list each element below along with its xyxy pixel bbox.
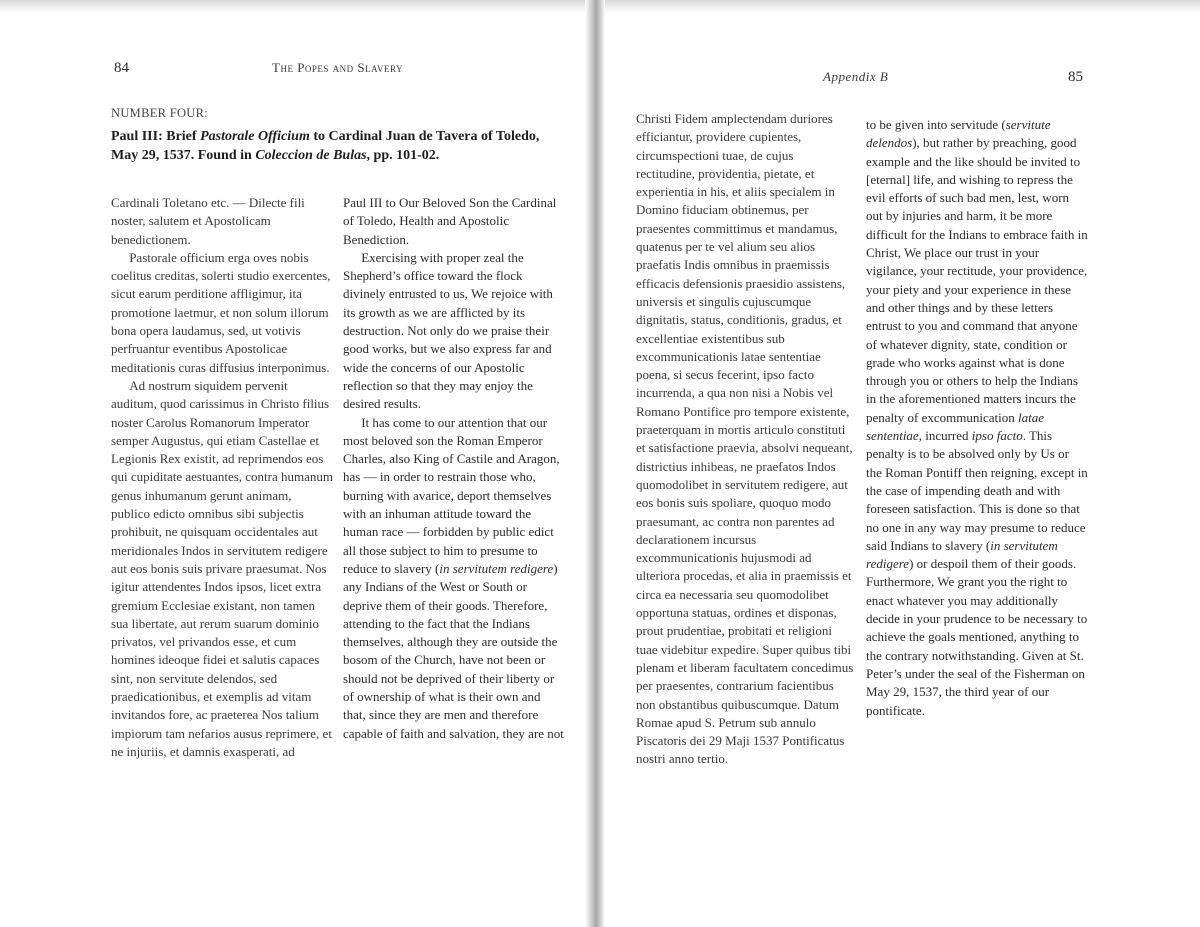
left-running-head: The Popes and Slavery [272,60,403,75]
latin-paragraph: Cardinali Toletano etc. — Dilecte fili noster, salutem et Apostolicam benedictionem. [111,195,305,247]
title-italic-pastorale: Pastorale Officium [200,129,310,144]
right-page-number: 85 [1068,69,1083,85]
latin-paragraph: Christi Fidem amplectendam duriores efficiantur, providere cupientes, circumspectioni tuae, de cujus rectitudine, providentia, pietate, et experientia in his, et aliis specialem in Domino fiduciam obtinemus, per praesentes committimus et mandamus, quatenus per te vel alium seu alios praefatis Indis omnibus in praemissis efficacis defensionis praesidio assistens, universis et singulis cujuscumque dignitatis, status, conditionis, gradus, et excellentiae existentibus sub excommunicationis latae sententiae poena, si secus fecerint, ipso facto incurrenda, a qua non nisi a Nobis vel Romano Pontifice pro tempore existente, praeterquam in mortis articulo constituti et satisfactione praevia, absolvi nequeant, districtius inhibeas, ne praefatos Indos quomodolibet in servitutem redigere, aut eos bonis suis spoliare, quoquo modo praesumant, ac contra non parentes ad declarationem incursus excommunicationis hujusmodi ad ulteriora procedas, et alia in praemissis et circa ea necessaria seu quomodolibet opportuna statuas, ordines et disponas, prout prudentiae, probitati et religioni tuae videbitur expedire. Super quibus tibi plenam et liberam facultatem concedimus per praesentes, contrarium facientibus non obstantibus quibuscumque. Datum Romae apud S. Petrum sub annulo Piscatoris dei 29 Maji 1537 Pontificatus nostri anno tertio. [636,111,854,767]
english-column-right [866,116,1088,720]
italic-phrase: ipso facto [971,428,1023,444]
english-paragraph: Exercising with proper zeal the Shepherd’s office toward the flock divinely entrusted to us, We rejoice with its growth as we are afflicted by its destruction. Not only do we praise their good works, but we also express far and wide the concerns of our Apostolic reflection so that they may enjoy the desired results. [343,249,553,412]
italic-phrase: servitute delendos [866,117,1051,151]
english-paragraph: to be given into servitude (servitute delendos), but rather by preaching, good example and the like should be invited to [eternal] life, and wishing to repress the evil efforts of such bad men, lest, worn out by injuries and harm, it be more difficult for the Indians to embrace faith in Christ, We place our trust in your vigilance, your rectitude, your providence, your piety and your experience in these and other things and by these letters entrust to you and command that anyone of whatever dignity, state, condition or grade who works against what is done through you or others to help the Indians in the aforementioned matters incurs the penalty of excommunication latae sententiae, incurred ipso facto. This penalty is to be absolved only by Us or the Roman Pontiff then reigning, except in the case of impending death and with foreseen satisfaction. This is done so that no one in any way may presume to reduce said Indians to slavery (in servitutem redigere) or despoil them of their goods. Furthermore, We grant you the right to enact whatever you may additionally decide in your prudence to be necessary to achieve the goals mentioned, anything to the contrary notwithstanding. Given at St. Peter’s under the seal of the Fisherman on May 29, 1537, the third year of our pontificate. [866,117,1088,718]
latin-column-right [636,110,854,769]
italic-phrase: in servitutem redigere [439,560,554,576]
title-text: Paul III: Brief [111,129,201,144]
english-column-left [343,194,565,743]
latin-paragraph: Pastorale officium erga oves nobis coelitus creditas, solerti studio exercentes, sicut earum perditione affligimur, ita promotione laetmur, et non solum illorum bona opera laudamus, sed, ut votivis perfruantur eventibus Apostolicae meditationis curas diffusius interponimus. [111,249,331,375]
book-gutter [585,0,605,927]
left-page [0,0,585,927]
title-text: to Cardinal Juan de Tavera of Toledo, May 29, 1537. Found in [111,129,540,163]
english-paragraph: Paul III to Our Beloved Son the Cardinal of Toledo, Health and Apostolic Benediction. [343,195,557,247]
title-italic-coleccion: Coleccion de Bulas [255,148,367,163]
section-label: NUMBER FOUR: [111,106,209,120]
english-paragraph: It has come to our attention that our most beloved son the Roman Emperor Charles, also King of Castile and Aragon, has — in order to restrain those who, burning with avarice, deport themselves with an inhuman attitude toward the human race — forbidden by public edict all those subject to him to presume to reduce to slavery (in servitutem redigere) any Indians of the West or South or deprive them of their goods. Therefore, attending to the fact that the Indians themselves, although they are outside the bosom of the Church, have not been or should not be deprived of their liberty or of ownership of what is their own and that, since they are men and therefore capable of faith and salvation, they are not [343,414,564,741]
italic-phrase: in servitutem redigere [866,537,1058,572]
right-page [605,0,1200,927]
latin-paragraph: Ad nostrum siquidem pervenit auditum, quod carissimus in Christo filius noster Carolus Romanorum Imperator semper Augustus, qui etiam Castellae et Legionis Rex existit, ad reprimendos eos qui cupiditate aestuantes, contra humanum genus inhumanum gerunt animam, publico edicto omnibus sibi subjectis prohibuit, ne quisquam occidentales aut meridionales Indos in servitutem redigere aut eos bonis suis privare praesumat. Nos igitur attendentes Indos ipsos, licet extra gremium Ecclesiae existant, non tamen sua libertate, aut rerum suarum dominio privatos, vel privandos esse, et cum homines ideoque fidei et salutis capaces sint, non servitute delendos, sed praedicationibus, et exemplis ad vitam invitandos fore, ac praeterea Nos talium impiorum tam nefarios ausus reprimere, et ne injuriis, et damnis exasperati, ad [111,377,334,759]
latin-column-left [111,194,333,761]
left-page-number: 84 [114,60,129,76]
right-running-head: Appendix B [823,69,889,84]
title-text: , pp. 101-02. [366,148,440,163]
document-title [111,127,551,165]
italic-phrase: latae sententiae [866,409,1044,444]
